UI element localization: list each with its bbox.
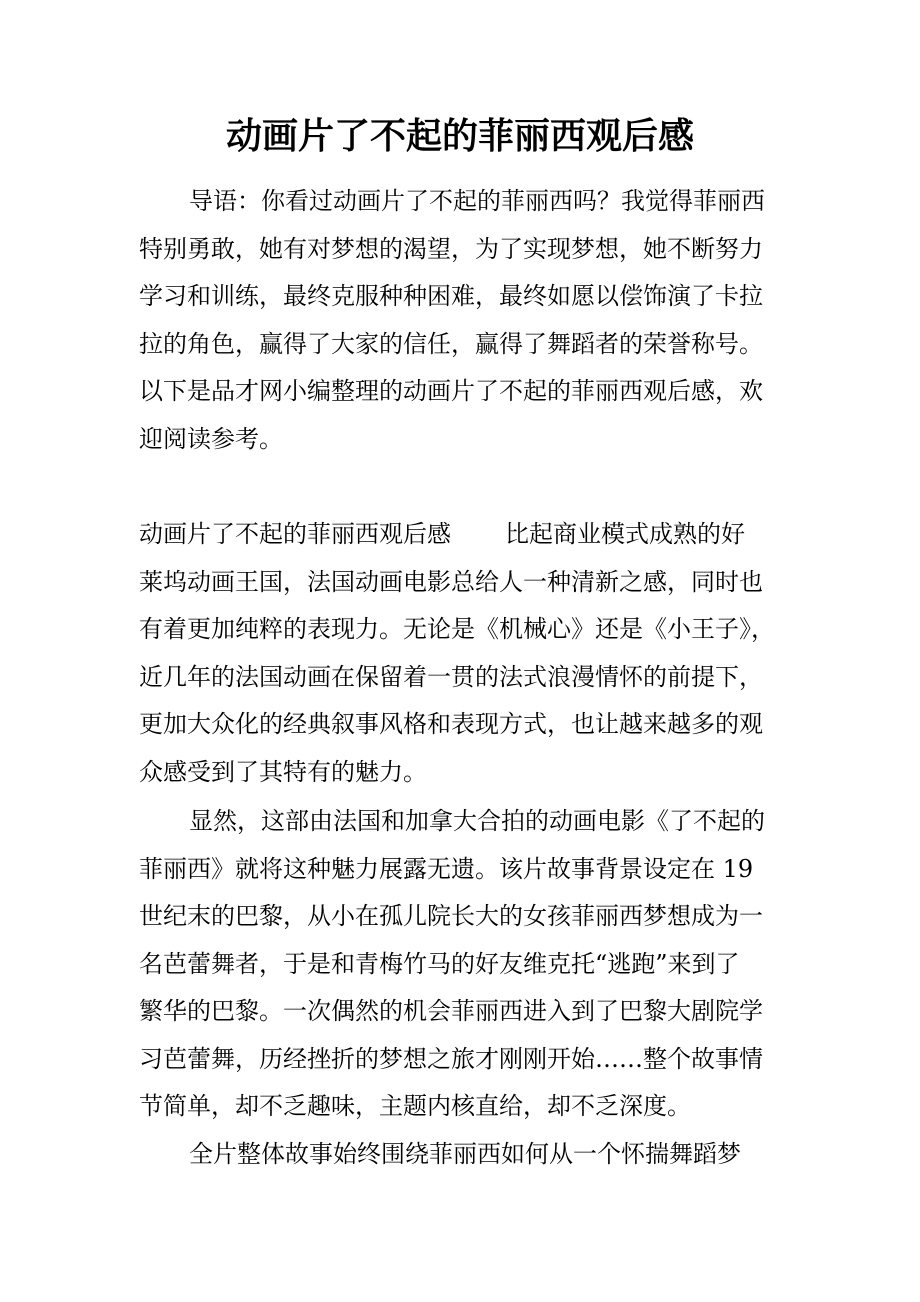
- paragraph-3: [139, 1131, 799, 1179]
- text-line: 世纪末的巴黎，从小在孤儿院长大的女孩菲丽西梦想成为一: [139, 902, 763, 930]
- text-line: 习芭蕾舞，历经挫折的梦想之旅才刚刚开始……整个故事情: [139, 1044, 763, 1073]
- text-line: [139, 511, 799, 559]
- paragraph-2: [139, 798, 799, 1131]
- text-line: 导语：你看过动画片了不起的菲丽西吗？我觉得菲丽西: [189, 187, 765, 215]
- text-line: 繁华的巴黎。一次偶然的机会菲丽西进入到了巴黎大剧院学: [139, 997, 763, 1025]
- text-line: 有着更加纯粹的表现力。无论是《机械心》还是《小王子》，: [139, 615, 775, 643]
- text-line: 特别勇敢，她有对梦想的渴望，为了实现梦想，她不断努力: [139, 234, 763, 263]
- text-line: 全片整体故事始终围绕菲丽西如何从一个怀揣舞蹈梦: [189, 1140, 741, 1168]
- text-span: 比起商业模式成熟的好: [505, 520, 745, 548]
- paragraph-1: [139, 511, 799, 796]
- section-heading: 动画片了不起的菲丽西观后感: [139, 520, 451, 548]
- text-line: 菲丽西》就将这种魅力展露无遗。该片故事背景设定在 19: [139, 854, 754, 883]
- text-line: 众感受到了其特有的魅力。: [139, 757, 427, 786]
- text-line: 以下是品才网小编整理的动画片了不起的菲丽西观后感，欢: [139, 377, 763, 405]
- text-line: 名芭蕾舞者，于是和青梅竹马的好友维克托“逃跑”来到了: [139, 949, 740, 978]
- text-line: 学习和训练，最终克服种种困难，最终如愿以偿饰演了卡拉: [139, 282, 763, 310]
- text-line: 显然，这部由法国和加拿大合拍的动画电影《了不起的: [189, 807, 765, 835]
- text-line: 迎阅读参考。: [139, 424, 283, 453]
- page-title: 动画片了不起的菲丽西观后感: [225, 115, 694, 157]
- text-line: 更加大众化的经典叙事风格和表现方式，也让越来越多的观: [139, 710, 763, 738]
- intro-paragraph: [139, 178, 799, 463]
- text-line: 拉的角色，赢得了大家的信任，赢得了舞蹈者的荣誉称号。: [139, 329, 763, 358]
- text-line: 近几年的法国动画在保留着一贯的法式浪漫情怀的前提下，: [139, 662, 763, 691]
- text-line: 节简单，却不乏趣味，主题内核直给，却不乏深度。: [139, 1092, 691, 1120]
- text-line: 莱坞动画王国，法国动画电影总给人一种清新之感，同时也: [139, 567, 763, 596]
